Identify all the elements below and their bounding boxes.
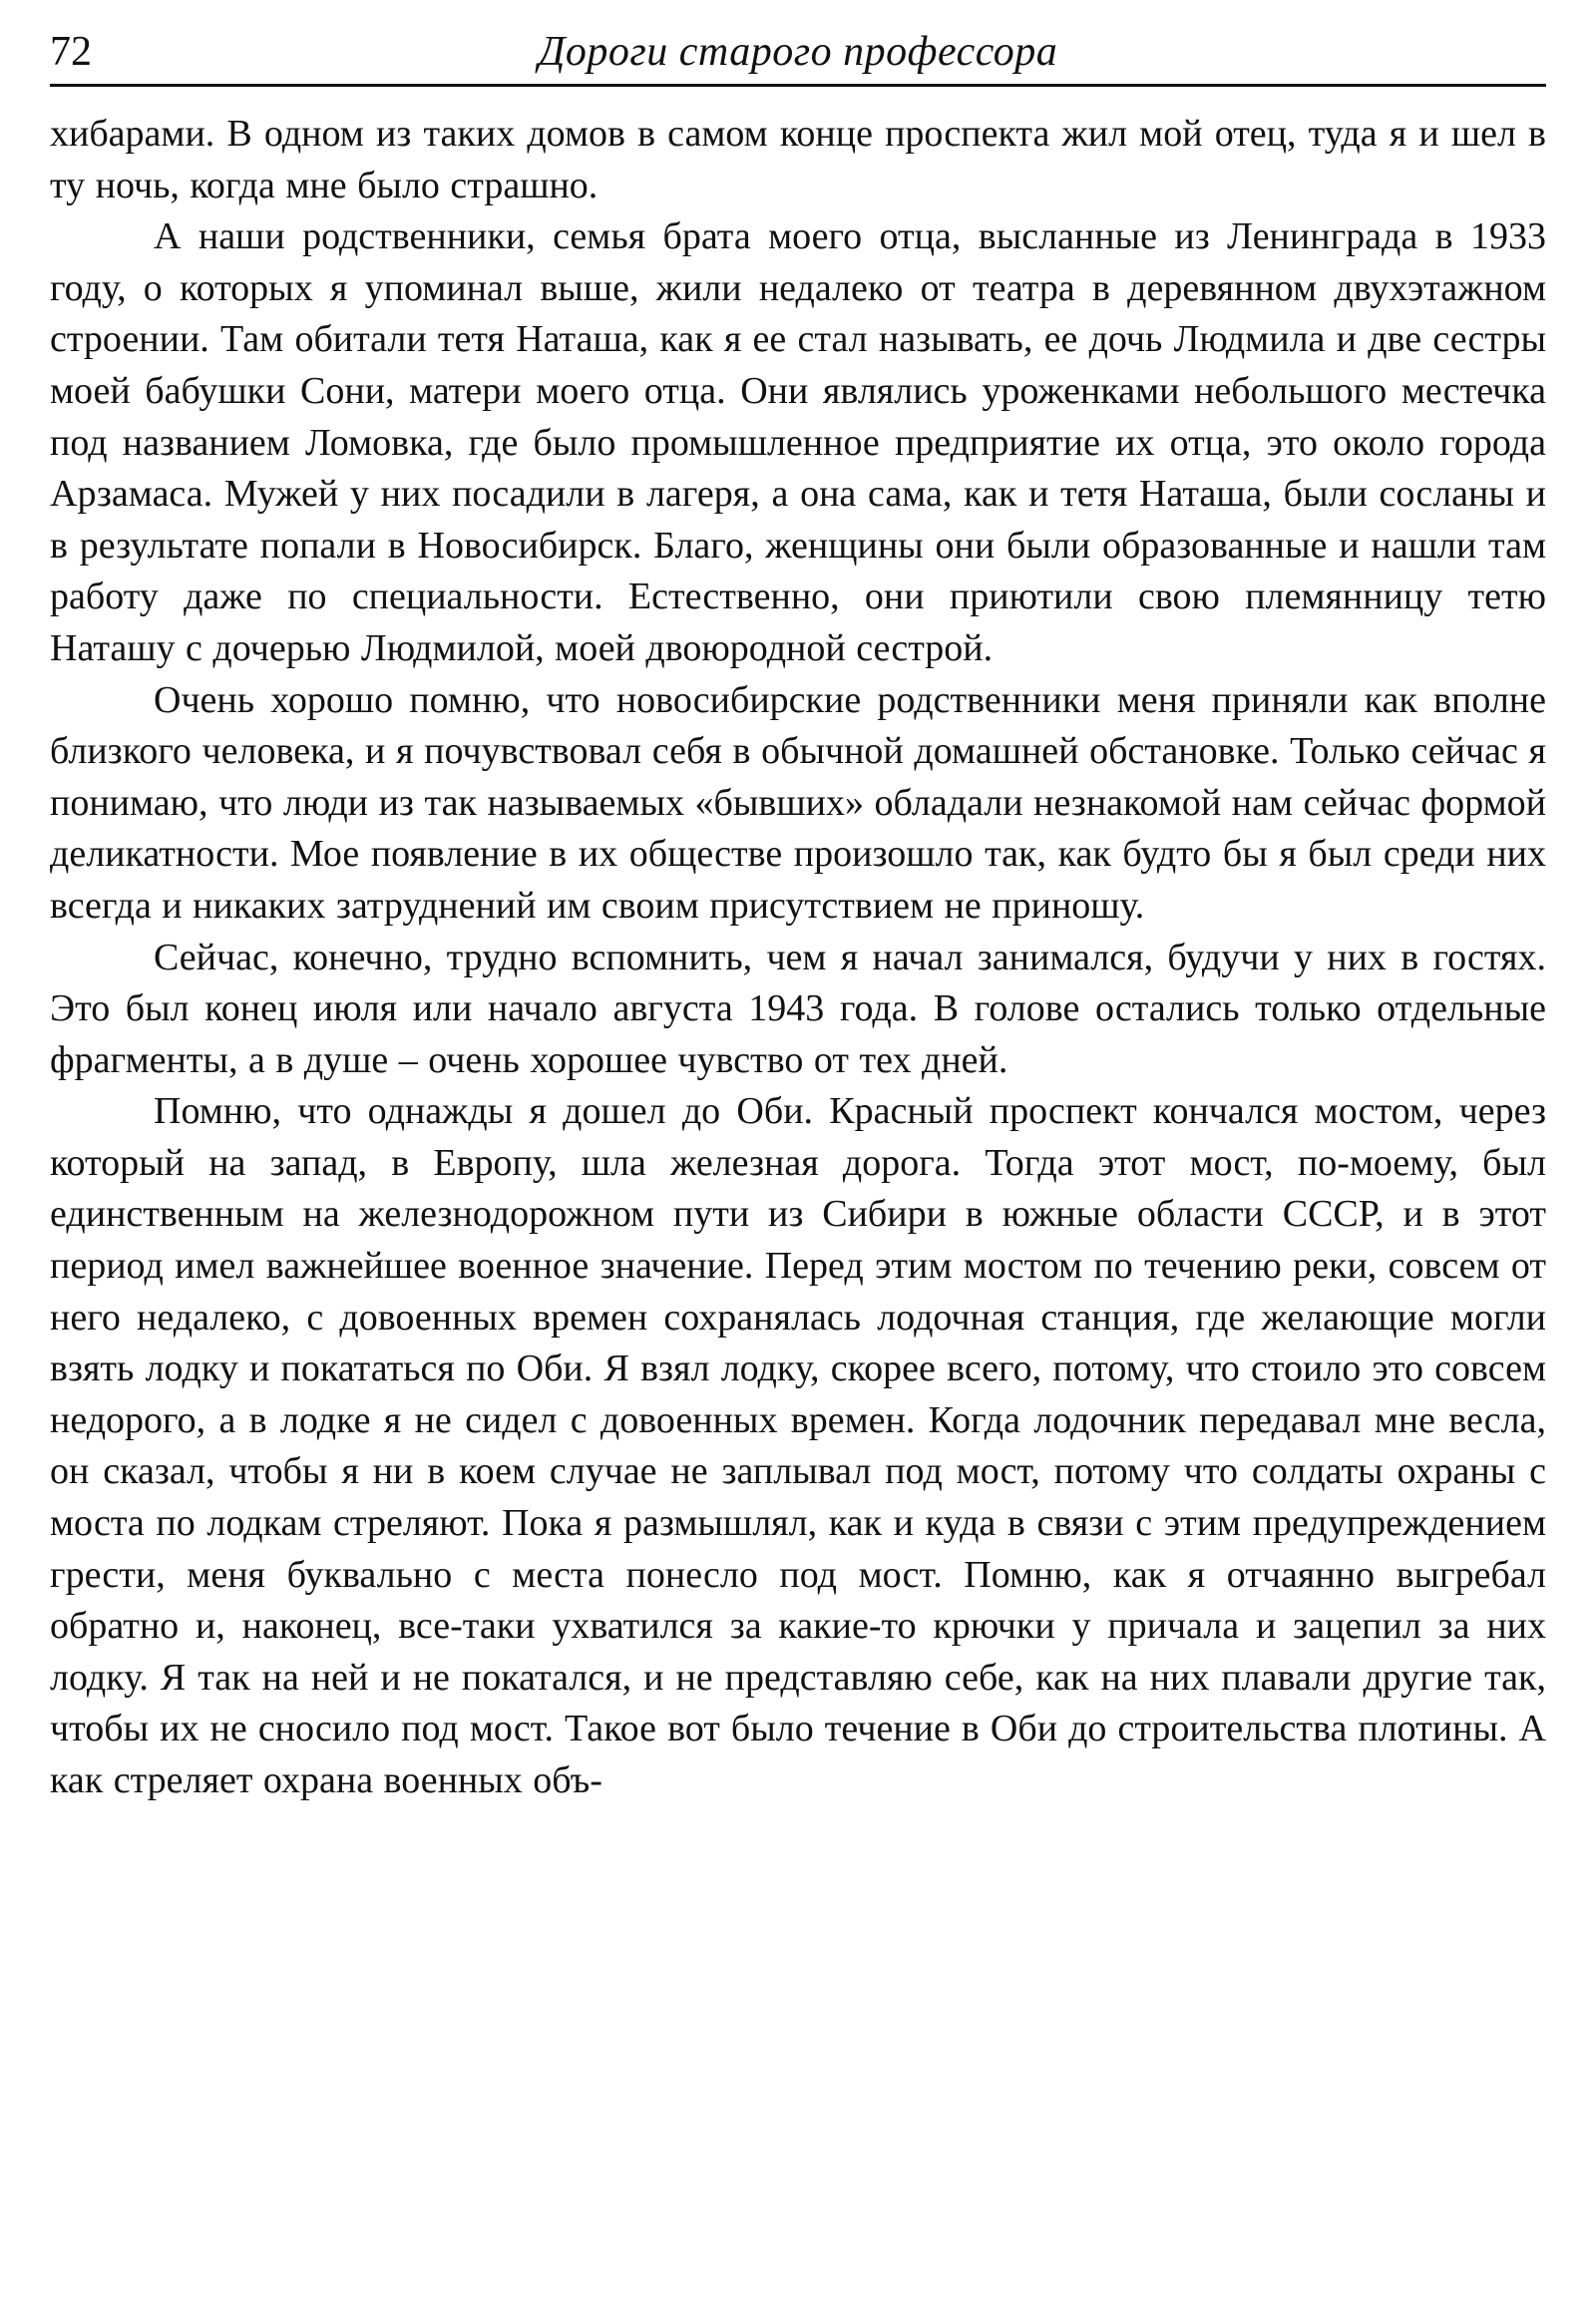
book-page — [50, 20, 1546, 1807]
paragraph-1: хибарами. В одном из таких домов в самом конце проспекта жил мой отец, туда я и шел в ту ночь, когда мне было страшно. — [50, 113, 1546, 206]
running-title: Дороги старого профессора — [538, 29, 1058, 75]
paragraph-4: Сейчас, конечно, трудно вспомнить, чем я начал занимался, будучи у них в гостях. Это был конец июля или начало августа 1943 года. В голове остались только отдельные фрагменты, а в душе – очень хорошее чувство от тех дней. — [50, 936, 1546, 1081]
page-number: 72 — [50, 29, 92, 75]
page-header — [50, 20, 1546, 87]
body-text — [50, 109, 1546, 1807]
paragraph-2: А наши родственники, семья брата моего отца, высланные из Ленинграда в 1933 году, о которых я упоминал выше, жили недалеко от театра в деревянном двухэтажном строении. Там обитали тетя Наташа, как я ее стал называть, ее дочь Людмила и две сестры моей бабушки Сони, матери моего отца. Они являлись уроженками небольшого местечка под названием Ломовка, где было промышленное предприятие их отца, это около города Арзамаса. Мужей у них посадили в лагеря, а она сама, как и тетя Наташа, были сосланы и в результате попали в Новосибирск. Благо, женщины они были образованные и нашли там работу даже по специальности. Естественно, они приютили свою племянницу тетю Наташу с дочерью Людмилой, моей двоюродной сестрой. — [50, 215, 1546, 669]
paragraph-3: Очень хорошо помню, что новосибирские родственники меня приняли как вполне близкого человека, и я почувствовал себя в обычной домашней обстановке. Только сейчас я понимаю, что люди из так называемых «бывших» обладали незнакомой нам сейчас формой деликатности. Мое появление в их обществе произошло так, как будто бы я был среди них всегда и никаких затруднений им своим присутствием не приношу. — [50, 678, 1546, 927]
paragraph-5: Помню, что однажды я дошел до Оби. Красный проспект кончался мостом, через который на запад, в Европу, шла железная дорога. Тогда этот мост, по-моему, был единственным на железнодорожном пути из Сибири в южные области СССР, и в этот период имел важнейшее военное значение. Перед этим мостом по течению реки, совсем от него недалеко, с довоенных времен сохранялась лодочная станция, где желающие могли взять лодку и покататься по Оби. Я взял лодку, скорее всего, потому, что стоило это совсем недорого, а в лодке я не сидел с довоенных времен. Когда лодочник передавал мне весла, он сказал, чтобы я ни в коем случае не заплывал под мост, потому что солдаты охраны с моста по лодкам стреляют. Пока я размышлял, как и куда в связи с этим предупреждением грести, меня буквально с места понесло под мост. Помню, как я отчаянно выгребал обратно и, наконец, все-таки ухватился за какие-то крючки у причала и зацепил за них лодку. Я так на ней и не покатался, и не представляю себе, как на них плавали другие так, чтобы их не сносило под мост. Такое вот было течение в Оби до строительства плотины. А как стреляет охрана военных объ- — [50, 1090, 1546, 1801]
